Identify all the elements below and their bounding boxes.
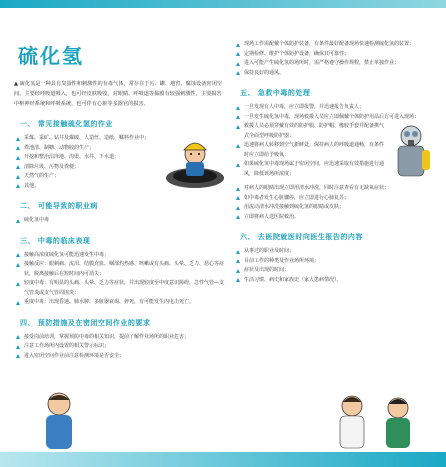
list-item: 粪池清、制糖、动物胶的生产； (14, 144, 164, 154)
list-item: 轻度中毒：有明显的头痛、头晕、乏力等症状，并出现轻度至中度意识障碍，急性气管—支气管炎或支气管周围炎； (14, 279, 226, 298)
list-item: 立即将病人送医院救治。 (234, 213, 434, 223)
list-item: 重度中毒：出现昏迷、肺水肿、多脏器衰竭、猝死，有可能发生内电击死亡。 (14, 298, 226, 308)
list-item: 用流动清水冲洗接触到硫化氢的眼睛或皮肤； (234, 203, 434, 213)
list-item: 清除垃圾、污物及粪便； (14, 163, 164, 173)
section-5-list (234, 122, 388, 184)
list-item: 从事过的职业及时间； (234, 247, 434, 257)
top-color-band (0, 0, 446, 8)
doctor-consultation-illustration (14, 388, 104, 452)
section-5-title: 五、 急救中毒的处理 (240, 89, 311, 97)
list-item: 注意工作场所内设置的相关警示标识； (14, 342, 226, 352)
list-item: 生活习惯、病史和家族史（家人患病情况）。 (234, 276, 434, 286)
list-item: 一旦发生硫化氢中毒，现场救援人员应立即佩戴个体防护用品后方可进入现场； (234, 113, 434, 123)
list-item: 采煤、采矿、钻井及爆破、人造丝、造纸、鞣料作业中； (14, 134, 164, 144)
page-title: 硫化氢 (18, 44, 84, 68)
list-item: 开挖和整治沼泽地、沟渠、水井、下水道； (14, 153, 164, 163)
manhole-worker-illustration (164, 134, 226, 190)
list-item: 进入可能产生硫化氢的场所时，需严格遵守操作规程，禁止单独作业； (234, 59, 434, 69)
right-column (234, 20, 434, 285)
section-2-title: 二、 可能导致的职业病 (20, 202, 98, 210)
list-item: 保持良好的通风。 (234, 69, 434, 79)
list-item: 现场工作需配戴个体防护装备，有条件最好配备现场快速检测硫化氢的装置； (234, 40, 434, 50)
list-item: 进入密闭空间作业前注意检测环境是否安全； (14, 352, 226, 362)
list-item: 救援人员必须穿戴有效的防护服、防护帽、橡胶手套并配备携气式全面型呼吸防护器； (234, 122, 388, 141)
hospital-visit-illustration (320, 388, 430, 452)
list-item: 对病人的眼睛出现立即用清水冲洗，同时注意查看有无缺氧症状； (234, 184, 434, 194)
list-item: 硫化氢中毒 (14, 216, 226, 226)
list-item: 症状及出现的时间； (234, 266, 434, 276)
gas-mask-worker-illustration (388, 122, 434, 184)
list-item: 迅速将病人转移到空气新鲜处，保持病人的呼吸道通畅，有条件时应立即给予吸氧； (234, 141, 388, 160)
bottom-color-band (0, 452, 446, 467)
list-item: 一旦发现有人中毒，应立即报警，并迅速报告负责人； (234, 103, 434, 113)
list-item: 目前工作的种类及作业场所环境； (234, 257, 434, 267)
section-6-title: 六、 去医院就医时向医生报告的内容 (240, 233, 363, 241)
left-column (14, 20, 226, 361)
list-item: 接触反应：眼刺痛、流泪、结膜充血、咽部灼热感、咳嗽或有头痛、头晕、乏力、恶心等症状，脱离接触后在短时间内可消失； (14, 260, 226, 279)
section-3-title: 三、 中毒的临床表现 (20, 236, 91, 245)
list-item: 天然气的生产； (14, 172, 164, 182)
list-item: 接受岗前培训，掌握预防中毒的相关知识，提前了解作业场所的职业危害； (14, 333, 226, 343)
list-item: 如中毒者发生心脏骤停，应立即进行心肺复苏； (234, 194, 434, 204)
intro-paragraph: ▲ 硫化氢是一种具有臭蛋性和刺激性的有毒气体，常存在于污、罐、地窖、腐蚀设备密闭空间。主要经呼吸道吸入，也可经皮肤吸收，对眼睛、呼吸道等黏膜有较强刺激性，主要损害中枢神经系统和呼吸系统，也可伴有心脏等多器官的损害。 (14, 81, 222, 107)
list-item: 接触高浓度硫化氢可能迅速发生中毒； (14, 251, 226, 261)
section-4-title: 四、 预防措施及在密闭空间作业的要求 (20, 318, 151, 327)
list-item: 其他。 (14, 182, 164, 192)
section-1-title: 一、 常见接触硫化氢的作业 (20, 120, 113, 128)
section-1-list (14, 134, 164, 191)
list-item: 定期检修、维护个体防护设备，确保其可靠性； (234, 50, 434, 60)
list-item: 如果硫化氢中毒现场属于密闭空间，应迅速采取有效措施进行通风，降低该场所浓度； (234, 160, 388, 179)
